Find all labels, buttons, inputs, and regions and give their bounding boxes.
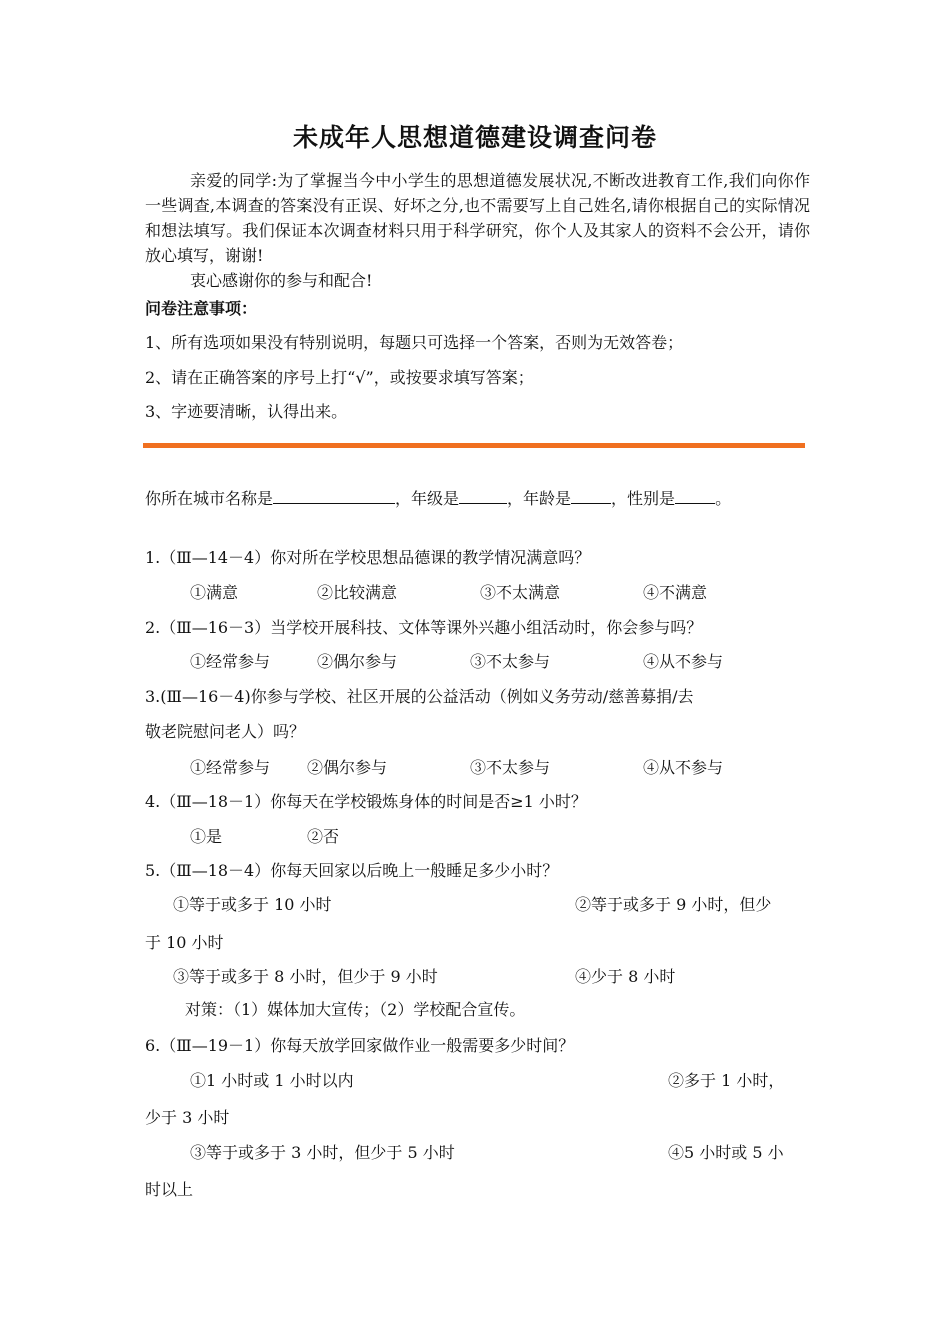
option[interactable]: ②否 xyxy=(307,827,340,846)
option[interactable]: ④5 小时或 5 小 xyxy=(668,1143,784,1162)
option[interactable]: ③等于或多于 8 小时，但少于 9 小时 xyxy=(173,967,438,986)
option-cont: 于 10 小时 xyxy=(145,933,224,952)
grade-label: ，年级是 xyxy=(395,489,460,508)
question-3: 3.(Ⅲ—16－4)你参与学校、社区开展的公益活动（例如义务劳动/慈善募捐/去 xyxy=(145,687,694,706)
option[interactable]: ④少于 8 小时 xyxy=(575,967,676,986)
option-cont: 时以上 xyxy=(145,1180,194,1199)
age-field[interactable] xyxy=(571,489,611,504)
option[interactable]: ③不太参与 xyxy=(470,652,551,671)
option[interactable]: ②多于 1 小时， xyxy=(668,1071,785,1090)
question-3-cont: 敬老院慰问老人）吗？ xyxy=(145,722,306,741)
city-field[interactable] xyxy=(273,489,395,504)
option[interactable]: ④从不参与 xyxy=(643,652,724,671)
info-line: 你所在城市名称是 ，年级是 ，年龄是 ，性别是 。 xyxy=(145,489,732,508)
intro xyxy=(145,168,810,293)
age-label: ，年龄是 xyxy=(507,489,572,508)
gender-label: ，性别是 xyxy=(611,489,676,508)
option[interactable]: ①等于或多于 10 小时 xyxy=(173,895,332,914)
notice-item: 2、请在正确答案的序号上打“√”，或按要求填写答案； xyxy=(145,368,534,387)
question-5: 5.（Ⅲ—18－4）你每天回家以后晚上一般睡足多少小时？ xyxy=(145,861,559,880)
option[interactable]: ②偶尔参与 xyxy=(317,652,398,671)
option[interactable]: ③等于或多于 3 小时，但少于 5 小时 xyxy=(190,1143,455,1162)
option[interactable]: ④不满意 xyxy=(643,583,708,602)
question-2: 2.（Ⅲ—16－3）当学校开展科技、文体等课外兴趣小组活动时，你会参与吗？ xyxy=(145,618,703,637)
option-cont: 少于 3 小时 xyxy=(145,1108,230,1127)
notice-item: 1、所有选项如果没有特别说明，每题只可选择一个答案，否则为无效答卷； xyxy=(145,333,684,352)
option[interactable]: ②比较满意 xyxy=(317,583,398,602)
question-1: 1.（Ⅲ—14－4）你对所在学校思想品德课的教学情况满意吗？ xyxy=(145,548,591,567)
intro-paragraph: 亲爱的同学:为了掌握当今中小学生的思想道德发展状况,不断改进教育工作,我们向你作一些调查,本调查的答案没有正误、好坏之分,也不需要写上自己姓名,请你根据自己的实际情况和想法填写。我们保证本次调查材料只用于科学研究，你个人及其家人的资料不会公开，请你放心填写，谢谢! xyxy=(145,171,810,265)
option[interactable]: ①满意 xyxy=(190,583,239,602)
page-title: 未成年人思想道德建设调查问卷 xyxy=(292,123,657,152)
option[interactable]: ②偶尔参与 xyxy=(307,758,388,777)
option[interactable]: ①经常参与 xyxy=(190,652,271,671)
option[interactable]: ③不太满意 xyxy=(480,583,561,602)
option[interactable]: ①1 小时或 1 小时以内 xyxy=(190,1071,354,1090)
notice-item: 3、字迹要清晰，认得出来。 xyxy=(145,402,348,421)
grade-field[interactable] xyxy=(459,489,507,504)
option[interactable]: ①是 xyxy=(190,827,223,846)
question-6: 6.（Ⅲ—19－1）你每天放学回家做作业一般需要多少时间？ xyxy=(145,1036,575,1055)
intro-thanks: 衷心感谢你的参与和配合! xyxy=(190,271,373,290)
gender-field[interactable] xyxy=(675,489,715,504)
question-4: 4.（Ⅲ—18－1）你每天在学校锻炼身体的时间是否≥1 小时？ xyxy=(145,792,587,811)
notice-heading: 问卷注意事项： xyxy=(145,299,258,318)
option[interactable]: ③不太参与 xyxy=(470,758,551,777)
divider xyxy=(143,443,805,448)
option[interactable]: ①经常参与 xyxy=(190,758,271,777)
option[interactable]: ②等于或多于 9 小时，但少 xyxy=(575,895,772,914)
note: 对策：（1）媒体加大宣传；（2）学校配合宣传。 xyxy=(185,1000,526,1019)
option[interactable]: ④从不参与 xyxy=(643,758,724,777)
city-label: 你所在城市名称是 xyxy=(145,489,274,508)
